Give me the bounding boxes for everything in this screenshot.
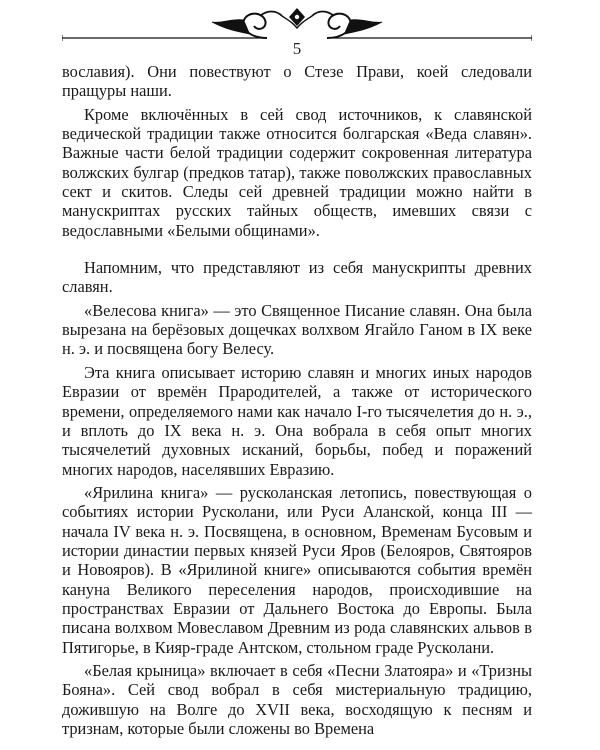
paragraph: Напомним, что представляют из себя манускрипты древних славян. xyxy=(62,258,532,297)
paragraph: «Белая крыница» включает в себя «Песни Златояра» и «Тризны Бояна». Сей свод вобрал в себя мистериальную традицию, дожившую на Волге до XVII века, восходящую к песням и тризнам, которые были сложены во Времена xyxy=(62,660,532,738)
paragraph: «Велесова книга» — это Священное Писание славян. Она была вырезана на берёзовых дощечках волхвом Ягайло Ганом в IX веке н. э. и посвящена богу Велесу. xyxy=(62,300,532,359)
page-header xyxy=(62,8,532,58)
page-number: 5 xyxy=(292,39,302,58)
paragraph: Эта книга описывает историю славян и многих иных народов Евразии от времён Прародителей, а также от исторического времени, определяемого нами как начало I-го тысячелетия до н. э., и вплоть до IX века н. э. Она вобрала в себя опыт многих тысячелетий духовных исканий, борьбы, побед и поражений многих народов, населявших Евразию. xyxy=(62,362,532,479)
body-text xyxy=(62,62,532,742)
paragraph: вославия). Они повествуют о Стезе Прави, коей следовали пращуры наши. xyxy=(62,62,532,101)
paragraph: Кроме включённых в сей свод источников, к славянской ведической традиции также относится болгарская «Веда славян». Важные части белой традиции содержит сокровенная литература волжских булгар (предков татар), также поволжских православных сект и скитов. Следы сей древней традиции можно найти в манускриптах русских тайных обществ, имевших связи с ведославными «Белыми общинами». xyxy=(62,104,532,240)
paragraph: «Ярилина книга» — русколанская летопись, повествующая о событиях истории Русколани, или Руси Аланской, конца III — начала IV века н. э. Посвящена, в основном, Временам Бусовым и истории династии первых князей Руси Яров (Белояров, Святояров и Новояров). В «Ярилиной книге» описываются события времён кануна Великого переселения народов, происходившие на пространствах Евразии от Дальнего Востока до Европы. Была писана волхвом Мовеславом Древним из рода славянских альвов в Пятигорье, в Кияр-граде Антском, стольном граде Русколани. xyxy=(62,482,532,657)
